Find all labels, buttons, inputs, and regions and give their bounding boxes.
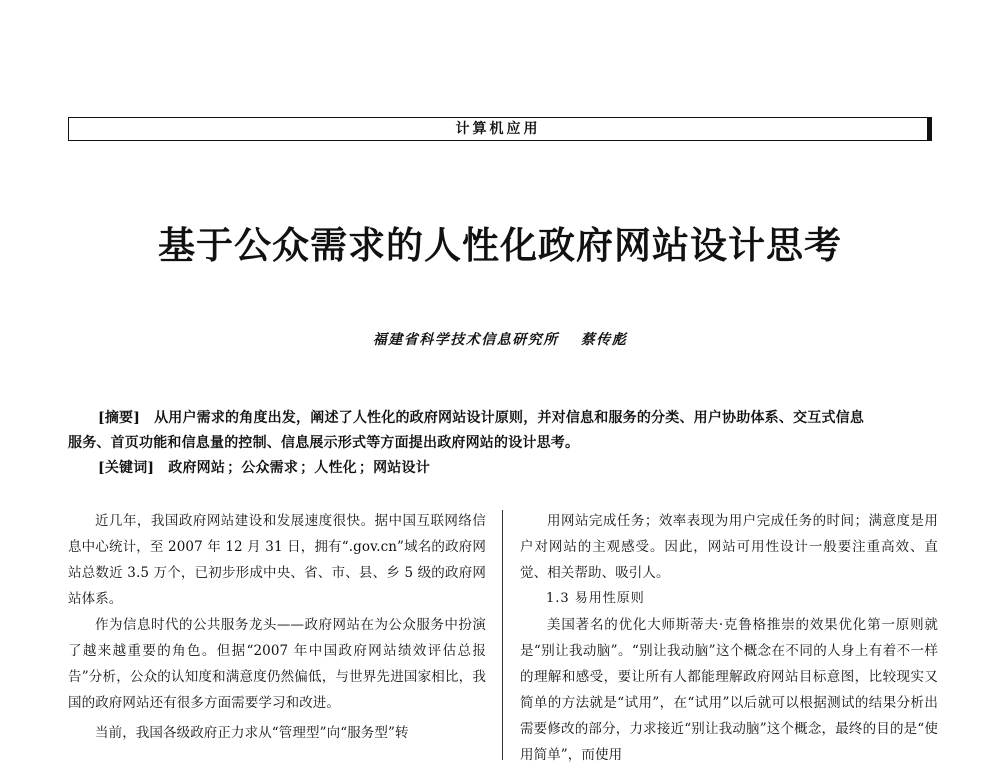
section-label: 计算机应用 [455,121,541,137]
column-divider [502,510,503,760]
keywords-line [68,456,936,481]
keyword-separator: ； [227,460,242,476]
keyword-separator: ； [358,460,374,476]
abstract-label: [摘要] [98,410,141,426]
article-title: 基于公众需求的人性化政府网站设计思考 [158,223,842,267]
body-paragraph: 美国著名的优化大师斯蒂夫·克鲁格推崇的效果优化第一原则就是“别让我动脑”。“别让我动脑”这个概念在不同的人身上有着不一样的理解和感受，要让所有人都能理解政府网站目标意图，比较现实又简单的方法就是“试用”，在“试用”以后就可以根据测试的结果分析出需要修改的部分，力求接近“别让我动脑”这个概念，最终的目的是“使用简单”，而使用 [520,617,938,763]
abstract-text-line2: 服务、首页功能和信息量的控制、信息展示形式等方面提出政府网站的设计思考。 [68,435,580,451]
body-paragraph: 用网站完成任务；效率表现为用户完成任务的时间；满意度是用户对网站的主观感受。因此，网站可用性设计一般要注重高效、直觉、相关帮助、吸引人。 [520,513,938,581]
body-paragraph: 作为信息时代的公共服务龙头——政府网站在为公众服务中扮演了越来越重要的角色。但据“2007 年中国政府网站绩效评估总报告”分析，公众的认知度和满意度仍然偏低，与世界先进国家相比，我国的政府网站还有很多方面需要学习和改进。 [68,617,486,711]
affiliation: 福建省科学技术信息研究所 [372,332,559,348]
abstract-paragraph [68,406,936,431]
body-column-left [68,508,486,746]
journal-section-header [68,117,932,141]
byline [0,330,1000,350]
keyword-item: 政府网站 [168,460,226,476]
section-subheading: 1.3 易用性原则 [546,591,645,606]
keyword-item: 人性化 [314,460,357,476]
keyword-item: 网站设计 [373,460,430,476]
abstract-paragraph-cont [68,431,936,456]
body-paragraph: 近几年，我国政府网站建设和发展速度很快。据中国互联网络信息中心统计，至 2007 年 12 月 31 日，拥有“.gov.cn”域名的政府网站总数近 3.5 万个，已初步形成中央、省、市、县、乡 5 级的政府网站体系。 [68,513,486,607]
body-column-right [520,508,938,768]
keyword-item: 公众需求 [241,460,299,476]
body-paragraph: 当前，我国各级政府正力求从“管理型”向“服务型”转 [95,725,409,741]
abstract-block [68,406,936,481]
abstract-text-line1: 从用户需求的角度出发，阐述了人性化的政府网站设计原则，并对信息和服务的分类、用户协助体系、交互式信息 [154,410,865,426]
keywords-label: [关键词] [98,460,155,476]
keyword-separator: ； [300,460,315,476]
author-name: 蔡传彪 [580,332,628,348]
